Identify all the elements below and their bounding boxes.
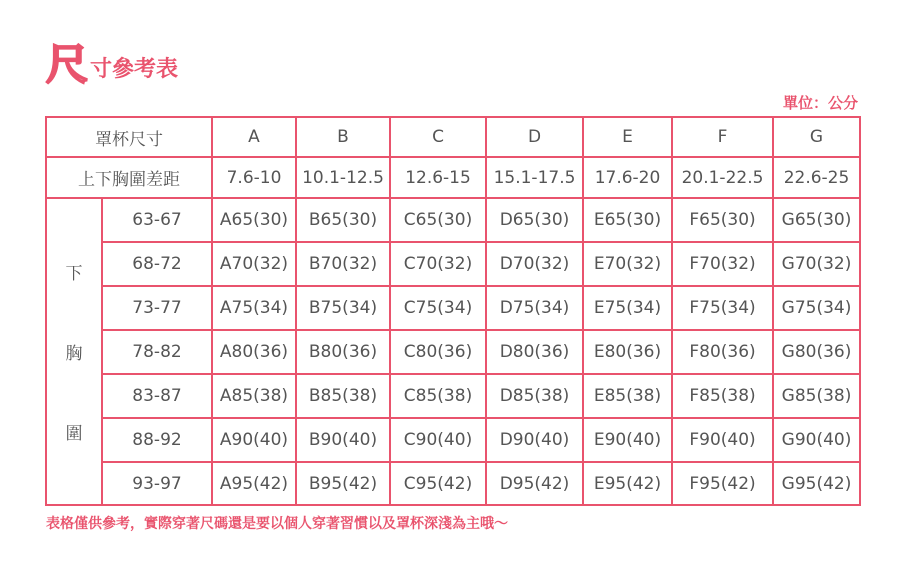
size-cell: D90(40)	[486, 418, 583, 462]
size-cell: G65(30)	[773, 198, 860, 242]
size-cell: D65(30)	[486, 198, 583, 242]
size-cell: E95(42)	[583, 462, 672, 505]
size-cell: C70(32)	[390, 242, 486, 286]
side-label-char: 圍	[65, 424, 83, 444]
underbust-range: 68-72	[102, 242, 212, 286]
size-cell: E70(32)	[583, 242, 672, 286]
size-cell: B95(42)	[296, 462, 390, 505]
size-cell: A80(36)	[212, 330, 296, 374]
size-cell: F80(36)	[672, 330, 773, 374]
size-cell: B85(38)	[296, 374, 390, 418]
size-cell: E80(36)	[583, 330, 672, 374]
table-row	[46, 462, 860, 505]
title-first-char: 尺	[46, 40, 89, 89]
difference-value: 7.6-10	[212, 157, 296, 198]
size-cell: A85(38)	[212, 374, 296, 418]
table-row	[46, 286, 860, 330]
size-cell: F85(38)	[672, 374, 773, 418]
size-cell: F65(30)	[672, 198, 773, 242]
cup-header: A	[212, 117, 296, 157]
size-cell: G75(34)	[773, 286, 860, 330]
size-cell: B80(36)	[296, 330, 390, 374]
size-cell: G90(40)	[773, 418, 860, 462]
size-cell: E90(40)	[583, 418, 672, 462]
footnote: 表格僅供參考，實際穿著尺碼還是要以個人穿著習慣以及罩杯深淺為主哦～	[46, 516, 508, 532]
size-chart-table	[45, 116, 861, 506]
size-cell: F90(40)	[672, 418, 773, 462]
difference-value: 20.1-22.5	[672, 157, 773, 198]
side-label-char: 下	[65, 264, 83, 284]
difference-value: 12.6-15	[390, 157, 486, 198]
size-cell: B90(40)	[296, 418, 390, 462]
page-title	[46, 40, 179, 89]
table-row	[46, 418, 860, 462]
difference-row	[46, 157, 860, 198]
size-cell: G95(42)	[773, 462, 860, 505]
size-cell: D85(38)	[486, 374, 583, 418]
underbust-range: 83-87	[102, 374, 212, 418]
size-cell: C90(40)	[390, 418, 486, 462]
title-text: 寸參考表	[90, 57, 179, 82]
size-cell: E75(34)	[583, 286, 672, 330]
size-cell: G70(32)	[773, 242, 860, 286]
underbust-range: 88-92	[102, 418, 212, 462]
underbust-range: 93-97	[102, 462, 212, 505]
cup-header: E	[583, 117, 672, 157]
underbust-range: 78-82	[102, 330, 212, 374]
size-cell: G80(36)	[773, 330, 860, 374]
size-cell: A70(32)	[212, 242, 296, 286]
size-cell: C85(38)	[390, 374, 486, 418]
unit-label: 單位：公分	[782, 94, 858, 112]
size-cell: A65(30)	[212, 198, 296, 242]
size-cell: C75(34)	[390, 286, 486, 330]
size-cell: G85(38)	[773, 374, 860, 418]
difference-label: 上下胸圍差距	[46, 157, 212, 198]
difference-value: 15.1-17.5	[486, 157, 583, 198]
size-cell: D95(42)	[486, 462, 583, 505]
table-row	[46, 198, 860, 242]
cup-header: B	[296, 117, 390, 157]
underbust-range: 63-67	[102, 198, 212, 242]
cup-header: D	[486, 117, 583, 157]
size-cell: F95(42)	[672, 462, 773, 505]
size-cell: E85(38)	[583, 374, 672, 418]
size-cell: F75(34)	[672, 286, 773, 330]
size-cell: A90(40)	[212, 418, 296, 462]
size-cell: A95(42)	[212, 462, 296, 505]
cup-header: G	[773, 117, 860, 157]
table-row	[46, 374, 860, 418]
underbust-range: 73-77	[102, 286, 212, 330]
cup-header: F	[672, 117, 773, 157]
size-cell: B65(30)	[296, 198, 390, 242]
table-row	[46, 242, 860, 286]
difference-value: 10.1-12.5	[296, 157, 390, 198]
side-label-char: 胸	[65, 344, 83, 364]
size-cell: D70(32)	[486, 242, 583, 286]
table-row	[46, 330, 860, 374]
size-cell: C80(36)	[390, 330, 486, 374]
cup-size-header: 罩杯尺寸	[46, 117, 212, 157]
underbust-side-label	[46, 198, 102, 505]
size-cell: D75(34)	[486, 286, 583, 330]
difference-value: 22.6-25	[773, 157, 860, 198]
size-cell: C65(30)	[390, 198, 486, 242]
difference-value: 17.6-20	[583, 157, 672, 198]
cup-header: C	[390, 117, 486, 157]
size-cell: E65(30)	[583, 198, 672, 242]
size-cell: A75(34)	[212, 286, 296, 330]
header-row	[46, 117, 860, 157]
size-cell: F70(32)	[672, 242, 773, 286]
size-cell: C95(42)	[390, 462, 486, 505]
size-cell: D80(36)	[486, 330, 583, 374]
size-cell: B75(34)	[296, 286, 390, 330]
size-cell: B70(32)	[296, 242, 390, 286]
